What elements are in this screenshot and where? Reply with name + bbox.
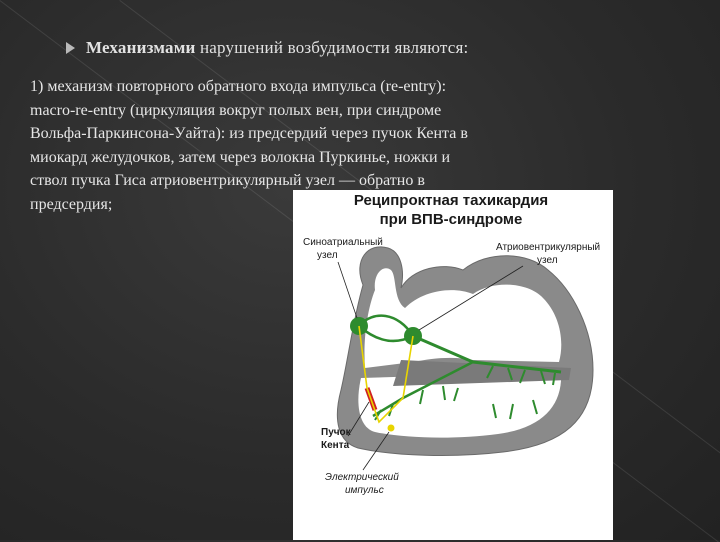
slide-title [86,38,468,58]
leader-line [338,262,357,318]
label-impulse-line2: импульс [345,485,384,496]
label-kent-line2: Кента [321,440,350,451]
slide-title-bold: Механизмами [86,38,196,57]
body-line: Вольфа-Паркинсона-Уайта): из предсердий через пучок Кента в [30,125,468,142]
label-sinoatrial-line2: узел [317,250,338,261]
body-line: macro-re-entry (циркуляция вокруг полых вен, при синдроме [30,101,442,119]
label-av-line2: узел [537,255,558,266]
slide-title-rest: нарушений возбудимости являются: [195,38,469,57]
label-av-line1: Атриовентрикулярный [496,242,601,253]
bullet-icon [66,42,75,54]
label-impulse-line1: Электрический [325,472,399,483]
heart-diagram-figure [293,190,613,540]
body-line: ствол пучка Гиса атриовентрикулярный узел — обратно в [30,172,425,189]
figure-title-line1: Реципроктная тахикардия [353,192,549,209]
impulse-dot [388,425,395,432]
label-sinoatrial-line1: Синоатриальный [303,237,383,248]
body-line: миокард желудочков, затем через волокна Пуркинье, ножки и [30,148,451,166]
figure-title-line2: при ВПВ-синдроме [379,211,523,228]
body-line: предсердия; [30,195,113,213]
label-kent-line1: Пучок [321,427,351,438]
body-line: 1) механизм повторного обратного входа импульса (re-entry): [30,78,447,95]
